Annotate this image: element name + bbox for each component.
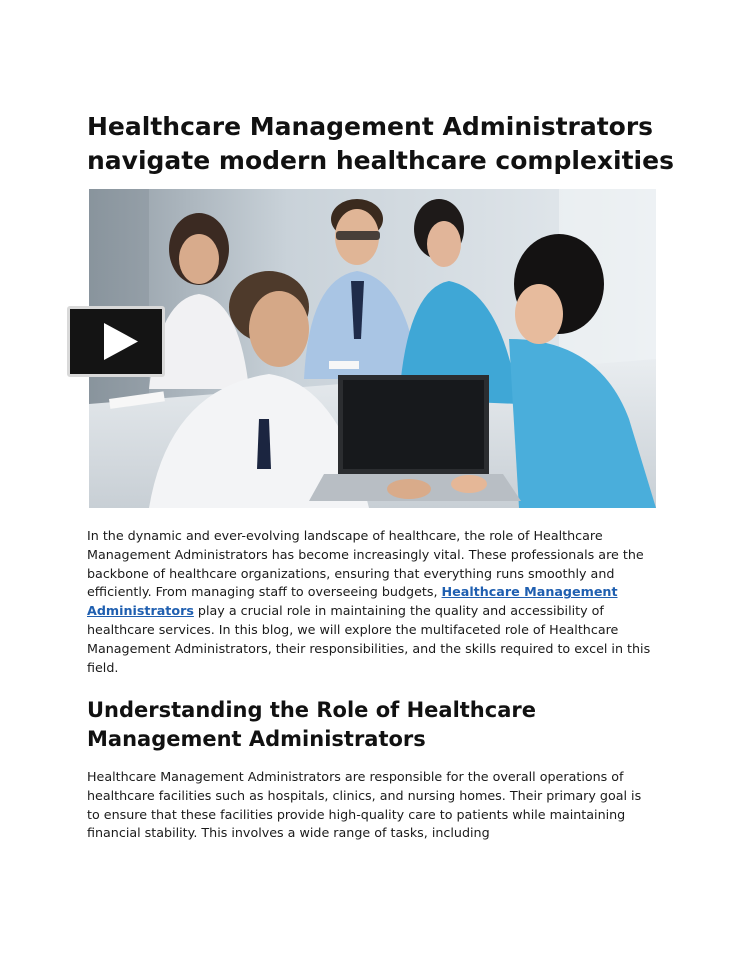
section-paragraph: Healthcare Management Administrators are responsible for the overall operations of healthcare facilities such as hospitals, clinics, and nursing homes. Their primary goal is to ensure that these facilities provide high-quality care to patients while maintaining financial stability. This involves a wide range of tasks, including [87,769,642,841]
page-title: Healthcare Management Administrators navigate modern healthcare complexities [87,112,674,175]
section-heading: Understanding the Role of Healthcare Management Administrators [87,698,536,751]
office-meeting-illustration [89,189,656,508]
intro-text-before: In the dynamic and ever-evolving landscape of healthcare, the role of Healthcare Management Administrators has become increasingly vital. These professionals are the backbone of healthcare organizations, ensuring that everything runs smoothly and efficiently. From managing staff to overseeing budgets, [87,528,644,600]
intro-paragraph [87,527,657,677]
hero-image [89,189,656,508]
intro-text-after: play a crucial role in maintaining the quality and accessibility of healthcare services. In this blog, we will explore the multifaceted role of Healthcare Management Administrators, their responsibilities, and the skills required to excel in this field. [87,603,651,675]
healthcare-management-link[interactable]: Healthcare Management Administrators [87,584,618,619]
play-button[interactable] [67,306,165,377]
play-icon [70,309,162,374]
